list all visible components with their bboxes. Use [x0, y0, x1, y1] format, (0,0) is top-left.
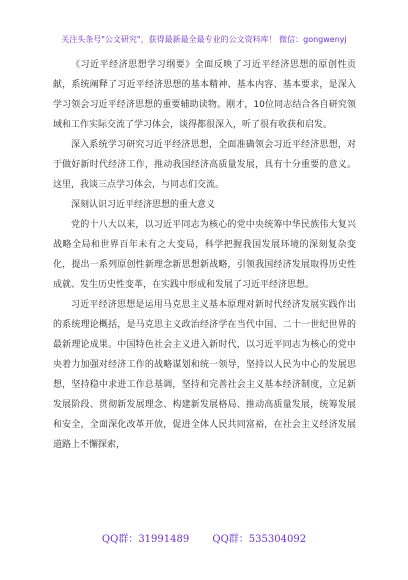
footer-qq-group-2: QQ群：535304092 [212, 534, 307, 545]
footer-contact [0, 533, 408, 547]
paragraph: 习近平经济思想是运用马克思主义基本原理对新时代经济发展实践作出的系统理论概括，是马克思主义政治经济学在当代中国、二十一世纪世界的最新理论成果。中国特色社会主义进入新时代，以习近平同志为核心的党中央着力加强对经济工作的战略谋划和统一领导，坚持以人民为中心的发展思想，坚持稳中求进工作总基调，坚持和完善社会主义基本经济制度，立足新发展阶段、贯彻新发展理念、构建新发展格局、推动高质量发展，统筹发展和安全，全面深化改革开放，促进全体人民共同富裕，在社会主义经济发展道路上不懈探索， [53, 300, 356, 450]
footer-qq-group-1: QQ群：31991489 [101, 534, 190, 545]
paragraph: 党的十八大以来，以习近平同志为核心的党中央统筹中华民族伟大复兴战略全局和世界百年未有之大变局，科学把握我国发展环境的深刻复杂变化，提出一系列原创性新理念新思想新战略，引领我国经济发展取得历史性成就、发生历史性变革，在实践中形成和发展了习近平经济思想。 [53, 220, 356, 290]
header-note: 关注头条号"公文研究"，获得最新最全最专业的公文资料库！ 微信：gongwenyj [61, 35, 347, 44]
document-body [53, 55, 356, 455]
paragraph: 深入系统学习研究习近平经济思想，全面准确领会习近平经济思想，对于做好新时代经济工作，推动我国经济高质量发展，具有十分重要的意义。这里，我谈三点学习体会，与同志们交流。 [53, 140, 356, 190]
section-heading: 深刻认识习近平经济思想的重大意义 [71, 200, 216, 210]
paragraph: 《习近平经济思想学习纲要》全面反映了习近平经济思想的原创性贡献，系统阐释了习近平经济思想的基本精神、基本内容、基本要求，是深入学习领会习近平经济思想的重要辅助读物。刚才，10位同志结合各自研究领域和工作实际交流了学习体会，谈得都很深入，听了很有收获和启发。 [53, 60, 356, 130]
